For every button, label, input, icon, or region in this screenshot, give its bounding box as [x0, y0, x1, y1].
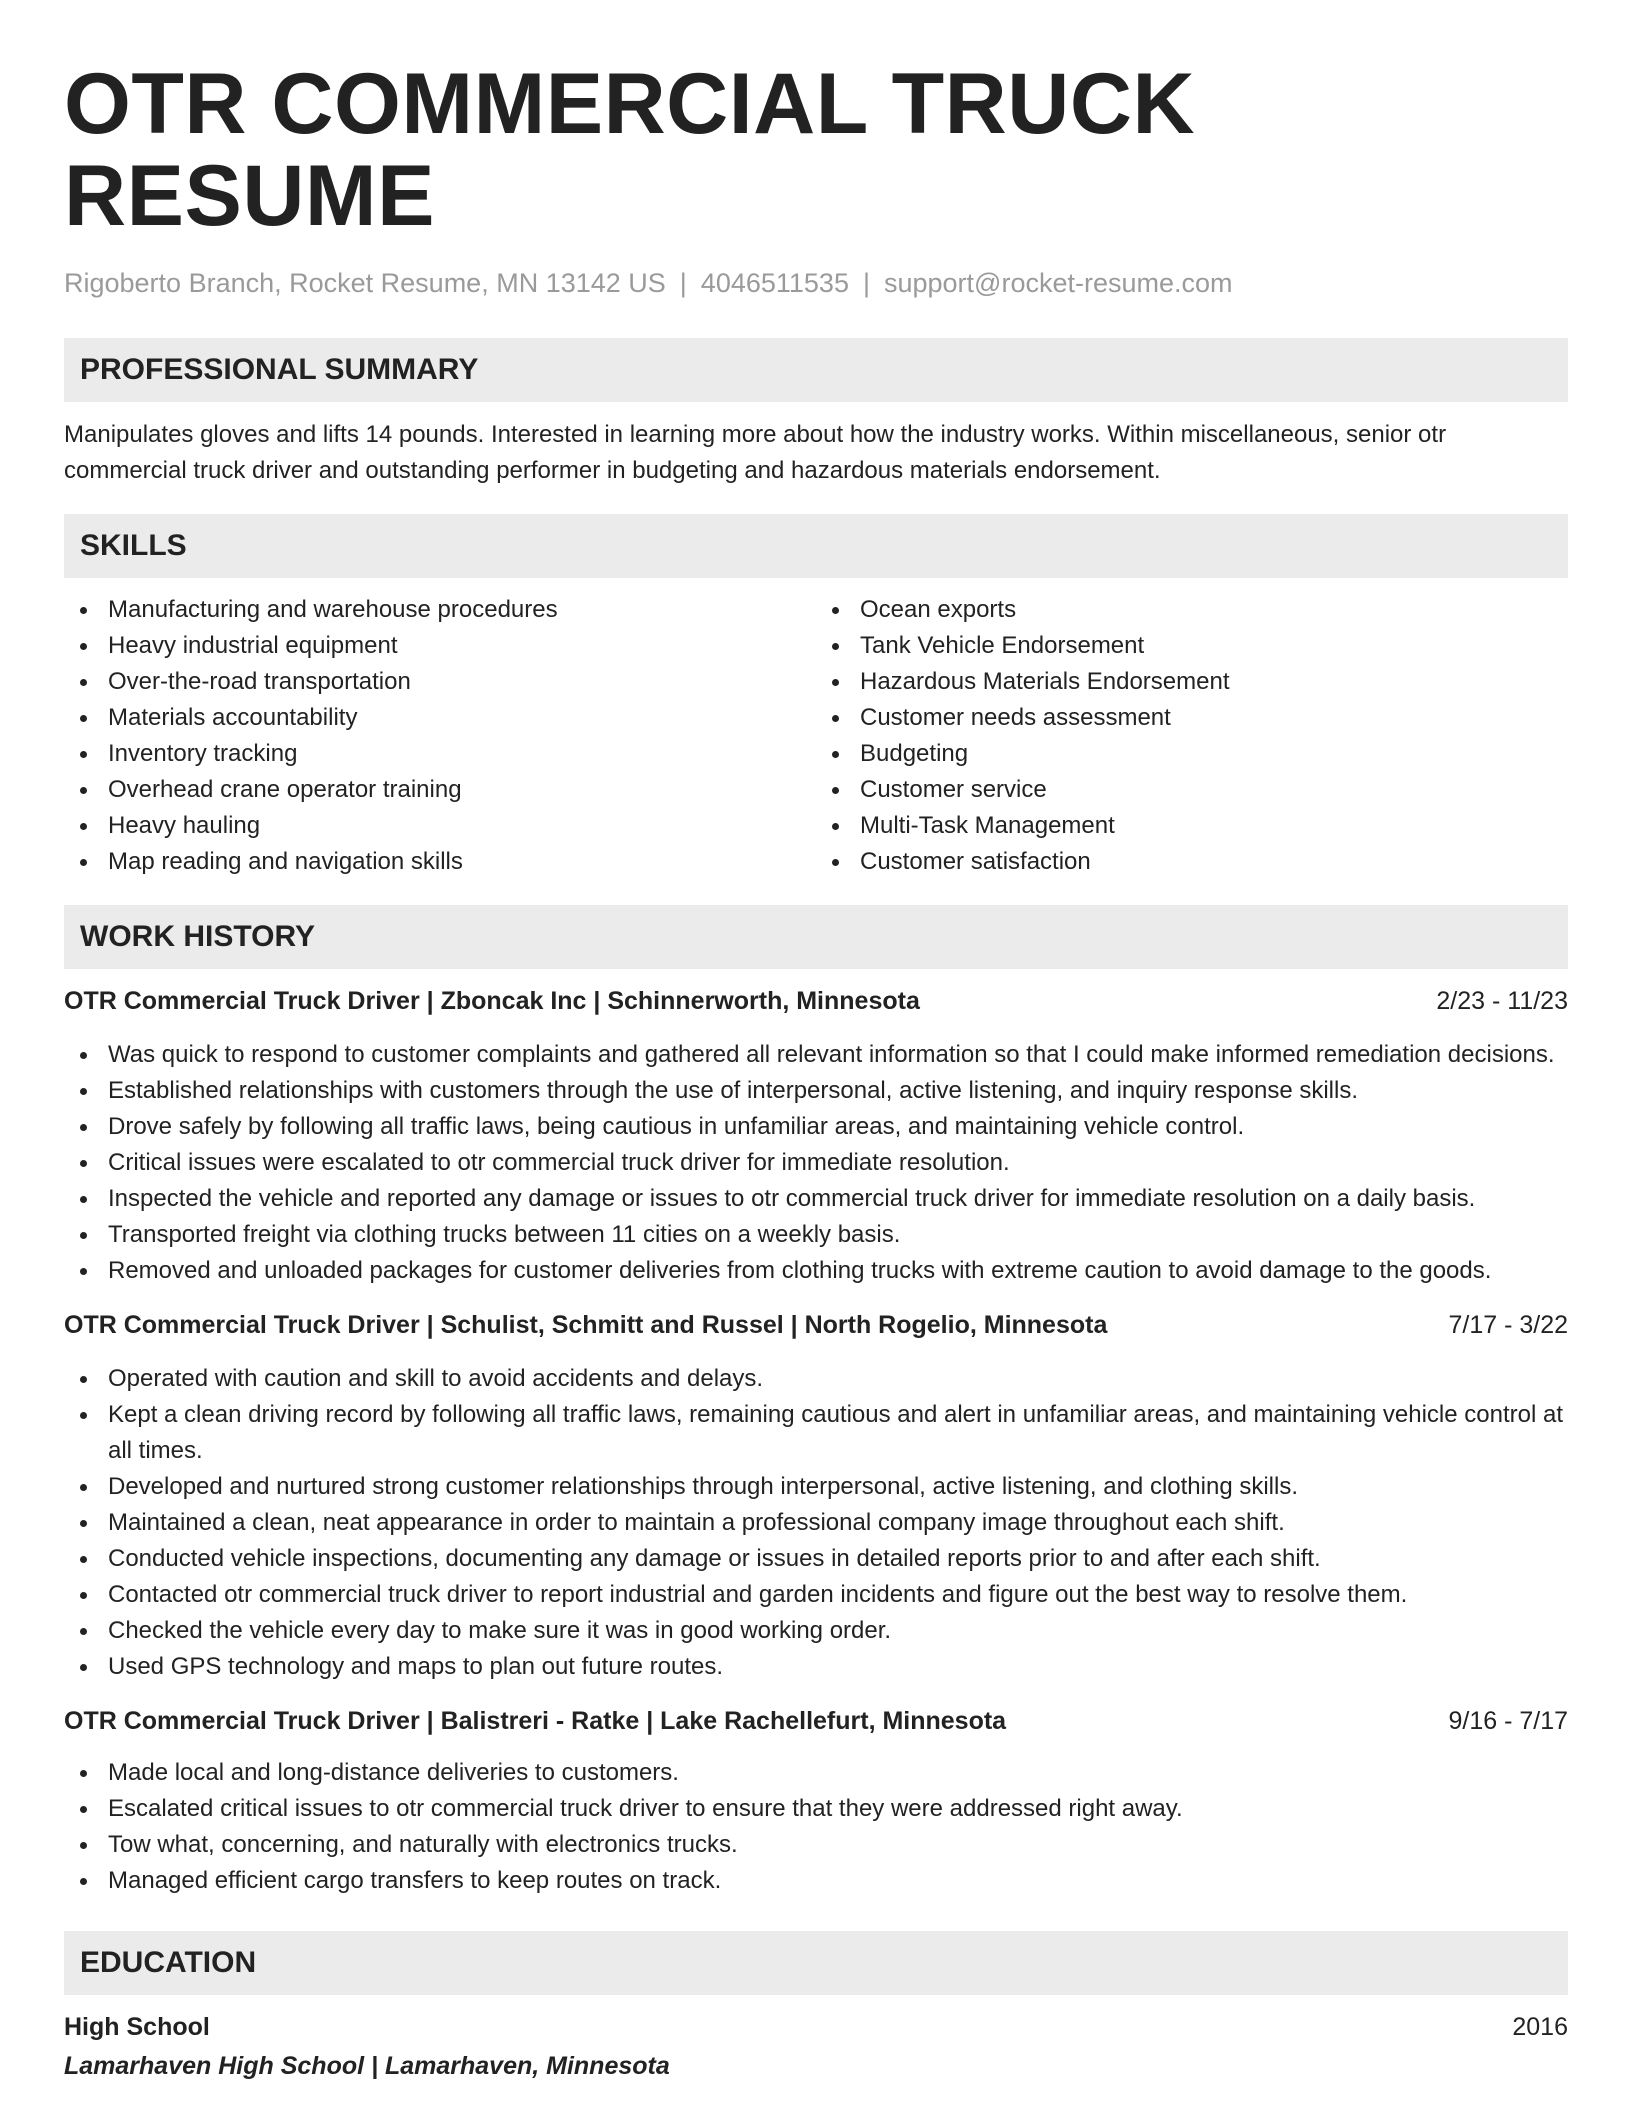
skill-item: Over-the-road transportation	[64, 664, 816, 700]
job-duties	[64, 1037, 1568, 1289]
job-entry	[64, 983, 1568, 1289]
skills-column-left	[64, 592, 816, 880]
skill-item: Overhead crane operator training	[64, 772, 816, 808]
skill-item: Inventory tracking	[64, 736, 816, 772]
section-heading-summary: PROFESSIONAL SUMMARY	[64, 338, 1568, 402]
contact-separator: |	[862, 268, 870, 298]
section-heading-skills: SKILLS	[64, 514, 1568, 578]
job-duty-item: Managed efficient cargo transfers to keep routes on track.	[64, 1863, 1568, 1899]
job-duty-item: Tow what, concerning, and naturally with electronics trucks.	[64, 1827, 1568, 1863]
job-title: OTR Commercial Truck Driver | Balistreri - Ratke | Lake Rachellefurt, Minnesota	[64, 1707, 1007, 1735]
skill-item: Customer needs assessment	[816, 700, 1568, 736]
resume-title: OTR COMMERCIAL TRUCK RESUME	[64, 56, 1196, 244]
skills-list	[64, 592, 1568, 880]
job-duty-item: Removed and unloaded packages for customer deliveries from clothing trucks with extreme caution to avoid damage to the goods.	[64, 1253, 1568, 1289]
skill-item: Tank Vehicle Endorsement	[816, 628, 1568, 664]
education-school: Lamarhaven High School | Lamarhaven, Minnesota	[64, 2052, 670, 2080]
job-duty-item: Established relationships with customers through the use of interpersonal, active listening, and inquiry response skills.	[64, 1073, 1568, 1109]
job-duty-item: Conducted vehicle inspections, documenting any damage or issues in detailed reports prior to and after each shift.	[64, 1541, 1568, 1577]
job-duty-item: Maintained a clean, neat appearance in order to maintain a professional company image throughout each shift.	[64, 1505, 1568, 1541]
contact-phone: 4046511535	[700, 268, 849, 298]
job-duties	[64, 1755, 1568, 1899]
job-duties	[64, 1361, 1568, 1685]
job-duty-item: Used GPS technology and maps to plan out future routes.	[64, 1649, 1568, 1685]
job-title: OTR Commercial Truck Driver | Zboncak Inc | Schinnerworth, Minnesota	[64, 987, 920, 1015]
job-entry	[64, 1307, 1568, 1685]
skill-item: Map reading and navigation skills	[64, 844, 816, 880]
job-duty-item: Contacted otr commercial truck driver to report industrial and garden incidents and figure out the best way to resolve them.	[64, 1577, 1568, 1613]
summary-text: Manipulates gloves and lifts 14 pounds. Interested in learning more about how the industry works. Within miscellaneous, senior otr commercial truck driver and outstanding performer in budgeting and hazardous materials endorsement.	[64, 421, 1447, 484]
job-duty-item: Kept a clean driving record by following all traffic laws, remaining cautious and alert in unfamiliar areas, and maintaining vehicle control at all times.	[64, 1397, 1568, 1469]
job-duty-item: Made local and long-distance deliveries to customers.	[64, 1755, 1568, 1791]
job-duty-item: Transported freight via clothing trucks between 11 cities on a weekly basis.	[64, 1217, 1568, 1253]
section-heading-education: EDUCATION	[64, 1931, 1568, 1995]
education-year: 2016	[1512, 2013, 1568, 2041]
contact-address: Rigoberto Branch, Rocket Resume, MN 13142 US	[64, 268, 666, 298]
education-degree: High School	[64, 2013, 210, 2041]
job-header	[64, 1703, 1568, 1739]
contact-email: support@rocket-resume.com	[883, 268, 1233, 298]
job-header	[64, 983, 1568, 1019]
skill-item: Heavy hauling	[64, 808, 816, 844]
skill-item: Customer service	[816, 772, 1568, 808]
job-duty-item: Was quick to respond to customer complaints and gathered all relevant information so that I could make informed remediation decisions.	[64, 1037, 1568, 1073]
skill-item: Hazardous Materials Endorsement	[816, 664, 1568, 700]
skill-item: Manufacturing and warehouse procedures	[64, 592, 816, 628]
job-header	[64, 1307, 1568, 1343]
job-duty-item: Drove safely by following all traffic laws, being cautious in unfamiliar areas, and maintaining vehicle control.	[64, 1109, 1568, 1145]
skill-item: Customer satisfaction	[816, 844, 1568, 880]
education-header	[64, 2009, 1568, 2045]
job-duty-item: Checked the vehicle every day to make sure it was in good working order.	[64, 1613, 1568, 1649]
skills-column-right	[816, 592, 1568, 880]
contact-separator: |	[679, 268, 687, 298]
job-dates: 9/16 - 7/17	[1448, 1707, 1568, 1735]
job-title: OTR Commercial Truck Driver | Schulist, Schmitt and Russel | North Rogelio, Minnesota	[64, 1311, 1108, 1339]
job-dates: 7/17 - 3/22	[1448, 1311, 1568, 1339]
job-duty-item: Escalated critical issues to otr commercial truck driver to ensure that they were addressed right away.	[64, 1791, 1568, 1827]
skill-item: Ocean exports	[816, 592, 1568, 628]
job-duty-item: Inspected the vehicle and reported any damage or issues to otr commercial truck driver for immediate resolution on a daily basis.	[64, 1181, 1568, 1217]
skill-item: Multi-Task Management	[816, 808, 1568, 844]
section-heading-work-history: WORK HISTORY	[64, 905, 1568, 969]
skill-item: Budgeting	[816, 736, 1568, 772]
contact-line	[64, 266, 1568, 300]
skill-item: Heavy industrial equipment	[64, 628, 816, 664]
job-duty-item: Operated with caution and skill to avoid accidents and delays.	[64, 1361, 1568, 1397]
job-dates: 2/23 - 11/23	[1436, 987, 1568, 1015]
job-duty-item: Critical issues were escalated to otr commercial truck driver for immediate resolution.	[64, 1145, 1568, 1181]
job-entry	[64, 1703, 1568, 1899]
skill-item: Materials accountability	[64, 700, 816, 736]
job-duty-item: Developed and nurtured strong customer relationships through interpersonal, active listening, and clothing skills.	[64, 1469, 1568, 1505]
